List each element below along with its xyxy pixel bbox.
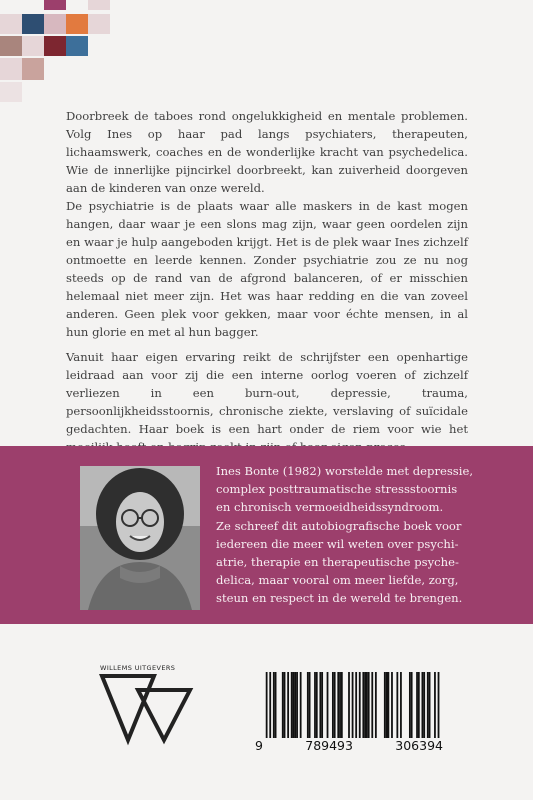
mosaic-tile — [66, 36, 88, 56]
barcode-bar — [366, 672, 368, 738]
barcode-bar — [275, 672, 277, 738]
mosaic-tile — [44, 36, 66, 56]
barcode-bar — [307, 672, 309, 738]
mosaic-tile — [0, 14, 22, 34]
mosaic-tile — [22, 36, 44, 56]
barcode-bar — [396, 672, 398, 738]
blurb-text: Doorbreek de taboes rond ongelukkigheid en mentale problemen. Volg Ines op haar pad langs psychiaters, therapeuten, lichaamswerk, coaches en de wonderlijke kracht van psychedelica. Wie de innerlijke pijncirkel doorbreekt, kan zuiverheid doorgeven aan de kinderen van onze wereld. — [66, 109, 468, 195]
mosaic-tile — [22, 14, 44, 34]
publisher-name: WILLEMS UITGEVERS — [100, 664, 176, 672]
barcode-bar — [327, 672, 329, 738]
barcode-bar — [368, 672, 370, 738]
mosaic-tile — [44, 0, 66, 10]
barcode-bar — [362, 672, 364, 738]
barcode-bar — [319, 672, 321, 738]
barcode-bar — [391, 672, 393, 738]
mosaic-tile — [66, 14, 88, 34]
blurb-text: Vanuit haar eigen ervaring reikt de schrijfster een openhartige leidraad aan voor zij die een interne oorlog voeren of zichzelf verliezen in een burn-out, depressie, trauma, persoonlijkheidsstoornis, chronische ziekte, verslaving of suïcidale gedachten. Haar boek is een hart onder de riem voor wie het — [66, 350, 468, 436]
barcode-bar — [429, 672, 431, 738]
barcode-bar — [266, 672, 268, 738]
barcode-bar — [371, 672, 373, 738]
barcode-bar — [409, 672, 411, 738]
isbn-barcode — [255, 672, 443, 738]
barcode-bar — [341, 672, 343, 738]
mosaic-tile — [0, 36, 22, 56]
barcode-bar — [296, 672, 298, 738]
bio-line: complex posttraumatische stressstoornis — [216, 482, 458, 497]
author-bio — [216, 462, 486, 608]
barcode-bar — [386, 672, 388, 738]
barcode-bar — [287, 672, 289, 738]
bio-line: iedereen die meer wil weten over psychi- — [216, 536, 459, 551]
barcode-bar — [434, 672, 436, 738]
barcode-bar — [332, 672, 334, 738]
barcode-bar — [418, 672, 420, 738]
barcode-bar — [387, 672, 389, 738]
barcode-bar — [427, 672, 429, 738]
barcode-bar — [400, 672, 402, 738]
barcode-bar — [273, 672, 275, 738]
color-mosaic-decoration — [0, 0, 110, 110]
mosaic-tile — [0, 82, 22, 102]
isbn-number — [255, 738, 443, 753]
mosaic-tile — [22, 58, 44, 80]
barcode-bar — [416, 672, 418, 738]
bio-line: Ines Bonte (1982) worstelde met depressie, — [216, 464, 474, 478]
mosaic-tile — [88, 14, 110, 34]
barcode-bar — [269, 672, 271, 738]
barcode-bar — [352, 672, 354, 738]
barcode-bar — [284, 672, 286, 738]
barcode-bar — [359, 672, 361, 738]
blurb-paragraph — [66, 348, 468, 456]
barcode-bar — [375, 672, 377, 738]
bio-line: atrie, therapie en therapeutische psyche- — [216, 555, 459, 570]
barcode-bar — [293, 672, 295, 738]
bio-line: delica, maar vooral om meer liefde, zorg, — [216, 573, 459, 588]
blurb-paragraph — [66, 197, 468, 341]
bio-line: Ze schreef dit autobiografische boek voor — [216, 518, 462, 533]
bio-line: steun en respect in de wereld te brengen. — [216, 591, 463, 606]
barcode-bar — [337, 672, 339, 738]
barcode-bar — [355, 672, 357, 738]
barcode-bar — [316, 672, 318, 738]
barcode-bar — [291, 672, 293, 738]
blurb-text: De psychiatrie is de plaats waar alle maskers in de kast mogen hangen, daar waar je een slons mag zijn, waar geen oordelen zijn en waar je hulp aangeboden krijgt. Het is de plek waar Ines zichzelf ontmoette en leerde kennen. Zonder psychiatrie zou ze nu nog steeds op de rand van de afgrond balanceren, of er misschien helemaal niet meer zijn. Het was haar redding en die van zoveel anderen. Geen plek voor gekken, maar voor échte mensen, in al hun glorie en met al hun bagger. — [66, 199, 468, 339]
barcode-bar — [339, 672, 341, 738]
barcode-bar — [309, 672, 311, 738]
author-portrait — [80, 466, 200, 610]
isbn-right-group: 306394 — [395, 738, 443, 753]
barcode-bar — [438, 672, 440, 738]
barcode-bar — [334, 672, 336, 738]
barcode-bar — [314, 672, 316, 738]
barcode-bar — [294, 672, 296, 738]
mosaic-tile — [0, 58, 22, 80]
barcode-bar — [348, 672, 350, 738]
bio-line: en chronisch vermoeidheidssyndroom. — [216, 500, 444, 515]
barcode-bar — [364, 672, 366, 738]
barcode-bar — [423, 672, 425, 738]
mosaic-tile — [88, 0, 110, 10]
barcode-bar — [384, 672, 386, 738]
barcode-bar — [321, 672, 323, 738]
barcode-bar — [282, 672, 284, 738]
mosaic-tile — [44, 14, 66, 34]
isbn-lead-digit: 9 — [255, 738, 263, 753]
nested-triangles-logo — [98, 660, 194, 746]
isbn-left-group: 789493 — [305, 738, 353, 753]
blurb-paragraph — [66, 107, 468, 197]
barcode-bar — [300, 672, 302, 738]
barcode-bar — [411, 672, 413, 738]
barcode-bar — [422, 672, 424, 738]
